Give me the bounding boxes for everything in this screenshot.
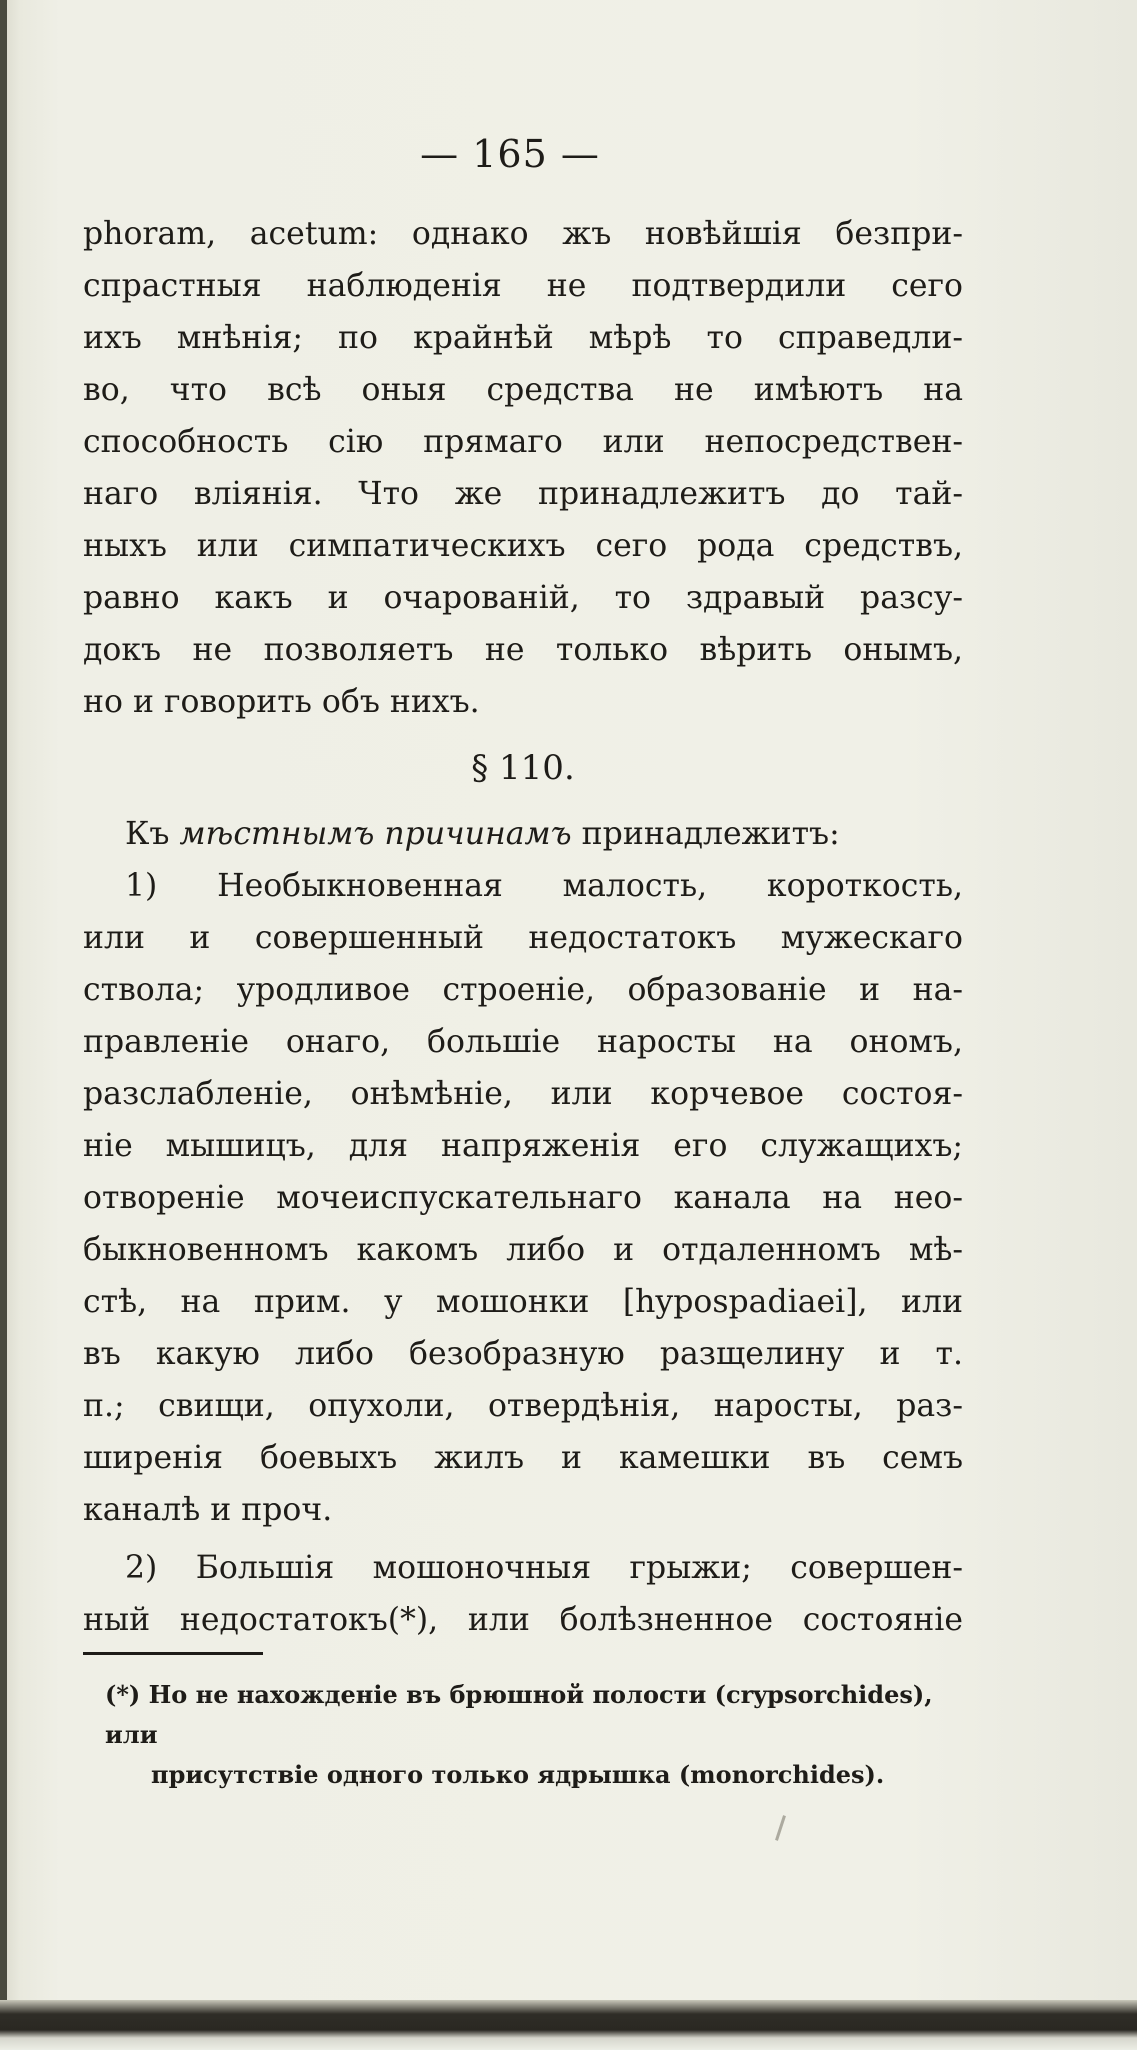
text-line: въ какую либо безобразную разщелину и т. xyxy=(83,1336,963,1372)
text-line: или и совершенный недостатокъ мужескаго xyxy=(83,920,963,956)
intro-before: Къ xyxy=(125,816,180,852)
ink-mark xyxy=(775,1815,786,1841)
paragraph-1 xyxy=(83,208,963,728)
intro-after: принадлежитъ: xyxy=(571,816,840,852)
item-2 xyxy=(83,1542,963,1646)
text-line: способность сію прямаго или непосредствен- xyxy=(83,424,963,460)
page-bottom-edge xyxy=(0,2000,1137,2050)
text-line: ныхъ или симпатическихъ сего рода средствъ, xyxy=(83,528,963,564)
text-line: phoram, acetum: однако жъ новѣйшія безпри- xyxy=(83,216,963,252)
text-line: спрастныя наблюденія не подтвердили сего xyxy=(83,268,963,304)
intro-line xyxy=(83,808,963,860)
section-heading: § 110. xyxy=(471,748,575,788)
text-line: ніе мышицъ, для напряженія его служащихъ; xyxy=(83,1128,963,1164)
text-line: каналѣ и проч. xyxy=(83,1492,333,1528)
text-line: стѣ, на прим. у мошонки [hypospadiaei], или xyxy=(83,1284,963,1320)
footnote-rule xyxy=(83,1652,263,1655)
text-line: п.; свищи, опухоли, отвердѣнія, наросты, раз- xyxy=(83,1388,963,1424)
text-line: ствола; уродливое строеніе, образованіе и на- xyxy=(83,972,963,1008)
intro-italic: мѣстнымъ причинамъ xyxy=(179,816,572,852)
text-line: ширенія боевыхъ жилъ и камешки въ семъ xyxy=(83,1440,963,1476)
text-line: равно какъ и очарованій, то здравый разсу- xyxy=(83,580,963,616)
text-line: быкновенномъ какомъ либо и отдаленномъ мѣ- xyxy=(83,1232,963,1268)
text-line: разслабленіе, онѣмѣніе, или корчевое состоя- xyxy=(83,1076,963,1112)
text-line: 2) Большія мошоночныя грыжи; совершен- xyxy=(125,1550,963,1586)
page-body xyxy=(83,208,963,1646)
text-line: отвореніе мочеиспускательнаго канала на нео- xyxy=(83,1180,963,1216)
footnote-line: присутствіе одного только ядрышка (monorchides). xyxy=(151,1760,885,1789)
text-line: 1) Необыкновенная малость, короткость, xyxy=(125,868,963,904)
text-line: во, что всѣ оныя средства не имѣютъ на xyxy=(83,372,963,408)
text-line: ихъ мнѣнія; по крайнѣй мѣрѣ то справедли- xyxy=(83,320,963,356)
footnote-line: (*) Но не нахожденіе въ брюшной полости (crypsorchides), или xyxy=(105,1680,933,1749)
item-1 xyxy=(83,860,963,1536)
text-line: ный недостатокъ(*), или болѣзненное состояніе xyxy=(83,1602,963,1638)
text-line: но и говорить объ нихъ. xyxy=(83,684,480,720)
page-left-edge xyxy=(0,0,7,2050)
footnote xyxy=(105,1675,965,1795)
text-line: правленіе онаго, большіе наросты на ономъ, xyxy=(83,1024,963,1060)
text-line: наго вліянія. Что же принадлежитъ до тай- xyxy=(83,476,963,512)
page-number: — 165 — xyxy=(420,132,600,176)
text-line: докъ не позволяетъ не только вѣрить онымъ, xyxy=(83,632,963,668)
